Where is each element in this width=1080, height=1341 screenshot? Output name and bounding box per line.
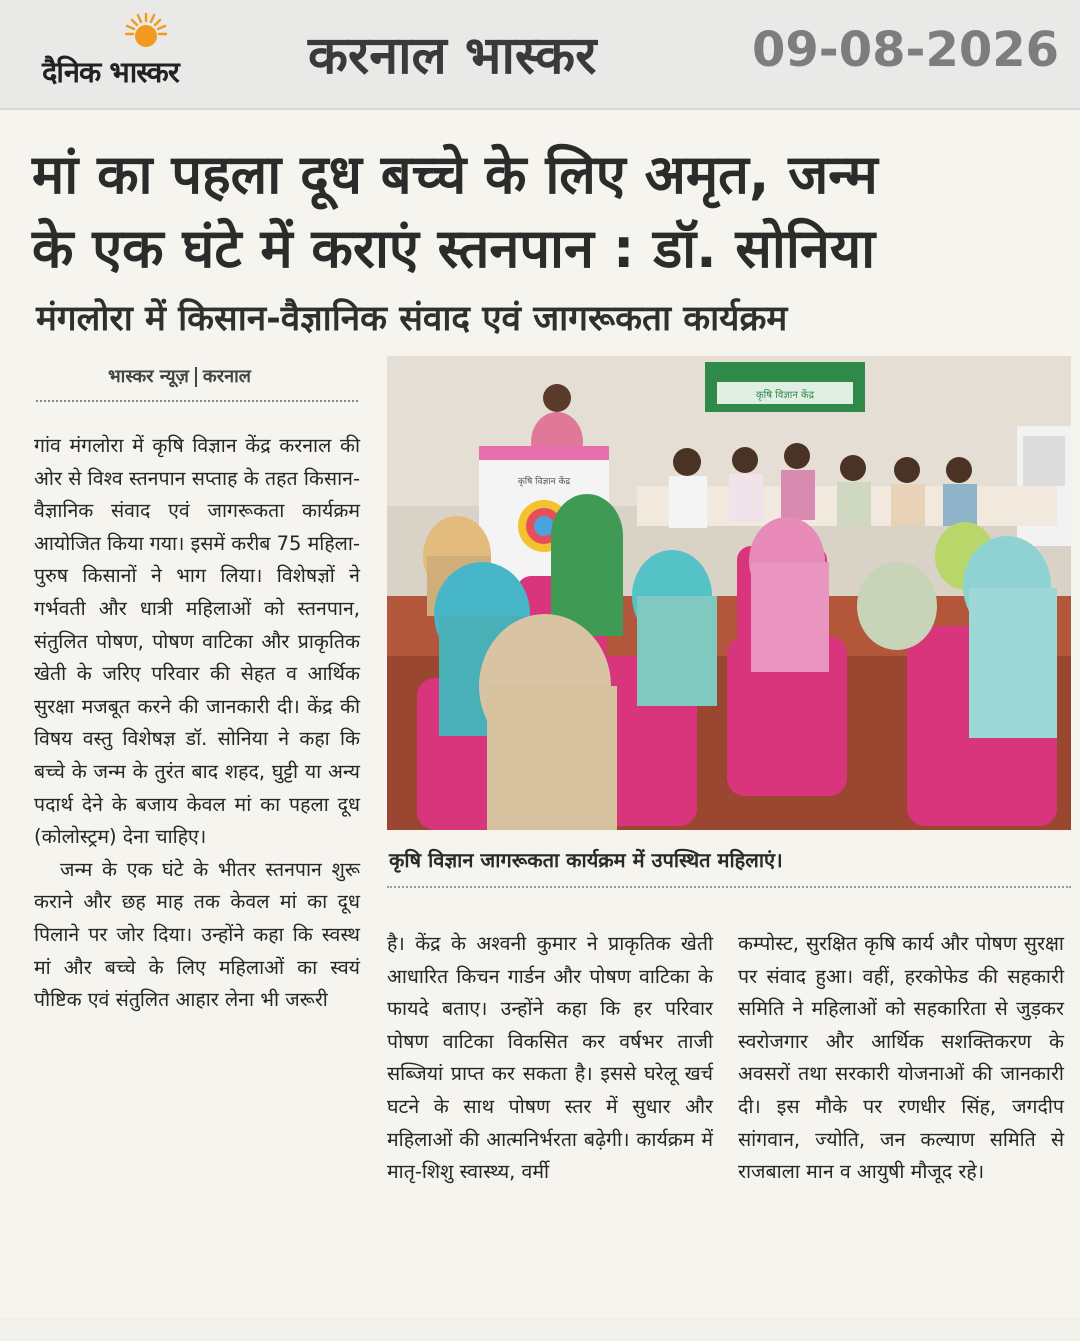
column-3-text: कम्पोस्ट, सुरक्षित कृषि कार्य और पोषण सुरक्षा पर संवाद हुआ। वहीं, हरकोफेड की सहकारी समिति ने महिलाओं को सहकारिता से जुड़कर स्वरोजगार और आर्थिक सशक्तिकरण के अवसरों तथा सरकारी योजनाओं की जानकारी दी। इस मौके पर रणधीर सिंह, जगदीप सांगवान, ज्योति, जन कल्याण समिति से राजबाला मान व आयुषी मौजूद रहे। [738,932,1064,1184]
caption-rule [387,886,1071,888]
logo-text: दैनिक भास्कर [42,55,179,89]
event-photo [387,356,1071,830]
dainik-bhaskar-logo [42,12,262,92]
event-photo-illustration [387,356,1071,830]
article-column-2 [387,928,713,1189]
byline [108,364,251,388]
photo-caption: कृषि विज्ञान जागरूकता कार्यक्रम में उपस्थित महिलाएं। [389,848,783,872]
byline-divider [195,367,197,387]
headline-line-1: मां का पहला दूध बच्चे के लिए अमृत, जन्म [32,143,878,206]
headline-line-2: के एक घंटे में कराएं स्तनपान : डॉ. सोनिया [32,217,876,280]
paragraph-2: जन्म के एक घंटे के भीतर स्तनपान शुरू कराने और छह माह तक केवल मां का दूध पिलाने पर जोर दिया। उन्होंने कहा कि स्वस्थ मां और बच्चे के लिए महिलाओं का स्वयं पौष्टिक एवं संतुलित आहार लेना भी जरूरी [34,857,360,1012]
column-2-text: है। केंद्र के अश्वनी कुमार ने प्राकृतिक खेती आधारित किचन गार्डन और पोषण वाटिका के फायदे बताए। उन्होंने कहा कि हर परिवार पोषण वाटिका विकसित कर वर्षभर ताजी सब्जियां प्राप्त कर सकता है। इससे घरेलू खर्च घटने के साथ पोषण स्तर में सुधार और महिलाओं की आत्मनिर्भरता बढ़ेगी। कार्यक्रम में मातृ-शिशु स्वास्थ्य, वर्मी [387,932,713,1184]
headline [32,138,1052,286]
masthead-bar [0,0,1080,110]
edition-title: करनाल भास्कर [308,26,597,86]
byline-source: भास्कर न्यूज़ [108,366,189,387]
paragraph-1: गांव मंगलोरा में कृषि विज्ञान केंद्र करनाल की ओर से विश्व स्तनपान सप्ताह के तहत किसान-वैज्ञानिक संवाद एवं जागरूकता कार्यक्रम आयोजित किया गया। इसमें करीब 75 महिला-पुरुष किसानों ने भाग लिया। विशेषज्ञों ने गर्भवती और धात्री महिलाओं को स्तनपान, संतुलित पोषण, पोषण वाटिका और प्राकृतिक खेती के जरिए परिवार की सेहत व आर्थिक सुरक्षा मजबूत करने की जानकारी दी। केंद्र की विषय वस्तु विशेषज्ञ डॉ. सोनिया ने कहा कि बच्चे के जन्म के तुरंत बाद शहद, घुट्टी या अन्य पदार्थ देने के बजाय केवल मां का पहला दूध (कोलोस्ट्रम) देना चाहिए। [34,434,360,849]
article-column-1 [34,430,360,1017]
page-bottom-strip [0,1318,1080,1341]
subheadline: मंगलोरा में किसान-वैज्ञानिक संवाद एवं जागरूकता कार्यक्रम [36,299,788,339]
byline-city: करनाल [202,366,251,387]
article-column-3 [738,928,1064,1189]
banner-text: कृषि विज्ञान केंद्र [755,390,815,401]
byline-rule [36,400,358,402]
sun-icon [124,12,168,56]
edition-date: 09-08-2026 [752,22,1060,78]
podium-text: कृषि विज्ञान केंद्र [517,477,571,487]
